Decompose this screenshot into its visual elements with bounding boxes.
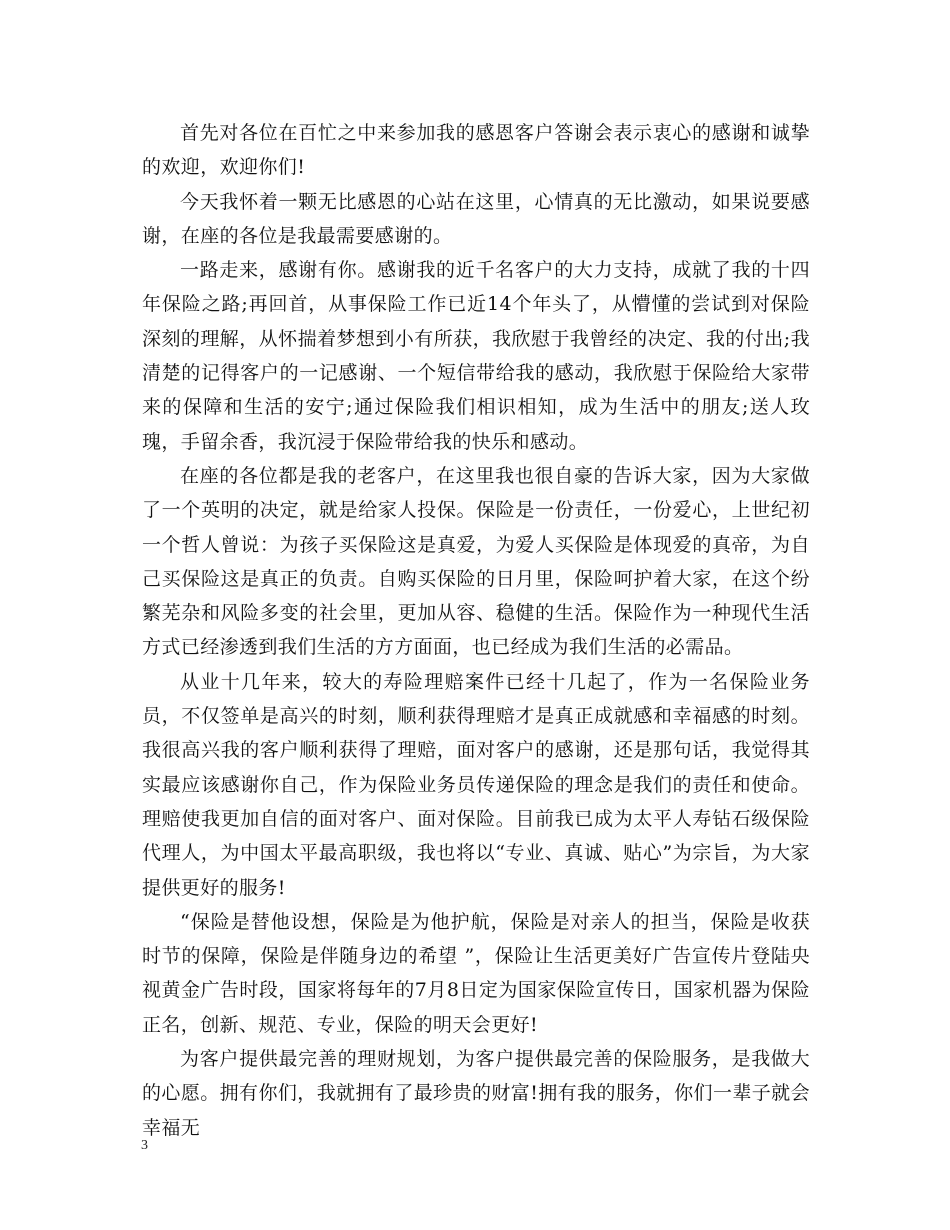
paragraph: “保险是替他设想，保险是为他护航，保险是对亲人的担当，保险是收获时节的保障，保险是伴随身边的希望 ”，保险让生活更美好广告宣传片登陆央视黄金广告时段，国家将每年的7月8日定为国家保险宣传日，国家机器为保险正名，创新、规范、专业，保险的明天会更好! (142, 910, 810, 1036)
paragraph: 今天我怀着一颗无比感恩的心站在这里，心情真的无比激动，如果说要感谢，在座的各位是我最需要感谢的。 (142, 190, 810, 247)
body-text (142, 116, 810, 1145)
paragraph: 首先对各位在百忙之中来参加我的感恩客户答谢会表示衷心的感谢和诚挚的欢迎，欢迎你们! (142, 122, 810, 179)
paragraph: 在座的各位都是我的老客户，在这里我也很自豪的告诉大家，因为大家做了一个英明的决定，就是给家人投保。保险是一份责任，一份爱心，上世纪初一个哲人曾说：为孩子买保险这是真爱，为爱人买保险是体现爱的真帝，为自己买保险这是真正的负责。自购买保险的日月里，保险呵护着大家，在这个纷繁芜杂和风险多变的社会里，更加从容、稳健的生活。保险作为一种现代生活方式已经渗透到我们生活的方方面面，也已经成为我们生活的必需品。 (142, 464, 810, 659)
paragraph: 为客户提供最完善的理财规划，为客户提供最完善的保险服务，是我做大的心愿。拥有你们，我就拥有了最珍贵的财富!拥有我的服务，你们一辈子就会幸福无 (142, 1048, 810, 1139)
paragraph: 一路走来，感谢有你。感谢我的近千名客户的大力支持，成就了我的十四年保险之路;再回首，从事保险工作已近14个年头了，从懵懂的尝试到对保险深刻的理解，从怀揣着梦想到小有所获，我欣慰于我曾经的决定、我的付出;我清楚的记得客户的一记感谢、一个短信带给我的感动，我欣慰于保险给大家带来的保障和生活的安宁;通过保险我们相识相知，成为生活中的朋友;送人玫瑰，手留余香，我沉浸于保险带给我的快乐和感动。 (142, 259, 810, 453)
paragraph: 从业十几年来，较大的寿险理赔案件已经十几起了，作为一名保险业务员，不仅签单是高兴的时刻，顺利获得理赔才是真正成就感和幸福感的时刻。我很高兴我的客户顺利获得了理赔，面对客户的感谢，还是那句话，我觉得其实最应该感谢你自己，作为保险业务员传递保险的理念是我们的责任和使命。理赔使我更加自信的面对客户、面对保险。目前我已成为太平人寿钻石级保险代理人，为中国太平最高职级，我也将以“专业、真诚、贴心”为宗旨，为大家提供更好的服务! (142, 670, 810, 899)
page-number: 3 (141, 1138, 148, 1153)
